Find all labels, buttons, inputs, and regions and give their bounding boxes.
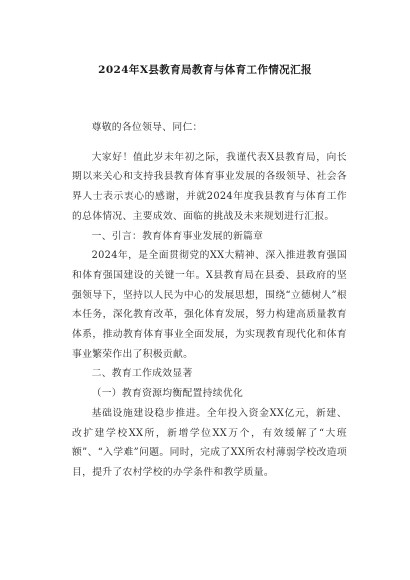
section-heading-education: 二、教育工作成效显著 [91, 368, 193, 380]
section-heading-intro: 一、引言：教育体育事业发展的新篇章 [91, 230, 264, 242]
salutation: 尊敬的各位领导、同仁： [91, 122, 203, 133]
document-title: 2024年X县教育局教育与体育工作情况汇报 [98, 64, 312, 76]
paragraph-greeting: 大家好！值此岁末年初之际，我谨代表X县教育局，向长期以来关心和支持我县教育体育事业发展的各级领导、社会各界人士表示衷心的感谢，并就2024年度我县教育与体育工作的总体情况、主要成效、面临的挑战及未来规划进行汇报。 [72, 151, 347, 222]
paragraph-intro: 2024年，是全面贯彻党的XX大精神、深入推进教育强国和体育强国建设的关键一年。X县教育局在县委、县政府的坚强领导下，坚持以人民为中心的发展思想，围绕“立德树人”根本任务，深化教育改革，强化体育发展，努力构建高质量教育体系，推动教育体育事业全面发展，为实现教育现代化和体育事业繁荣作出了积极贡献。 [72, 250, 347, 360]
subsection-heading-resources: （一）教育资源均衡配置持续优化 [91, 388, 244, 400]
paragraph-infrastructure: 基础设施建设稳步推进。全年投入资金XX亿元，新建、改扩建学校XX所，新增学位XX万个，有效缓解了“大班额”、“入学难”问题。同时，完成了XX所农村薄弱学校改造项目，提升了农村学校的办学条件和教学质量。 [72, 407, 347, 478]
document-body [72, 118, 347, 483]
